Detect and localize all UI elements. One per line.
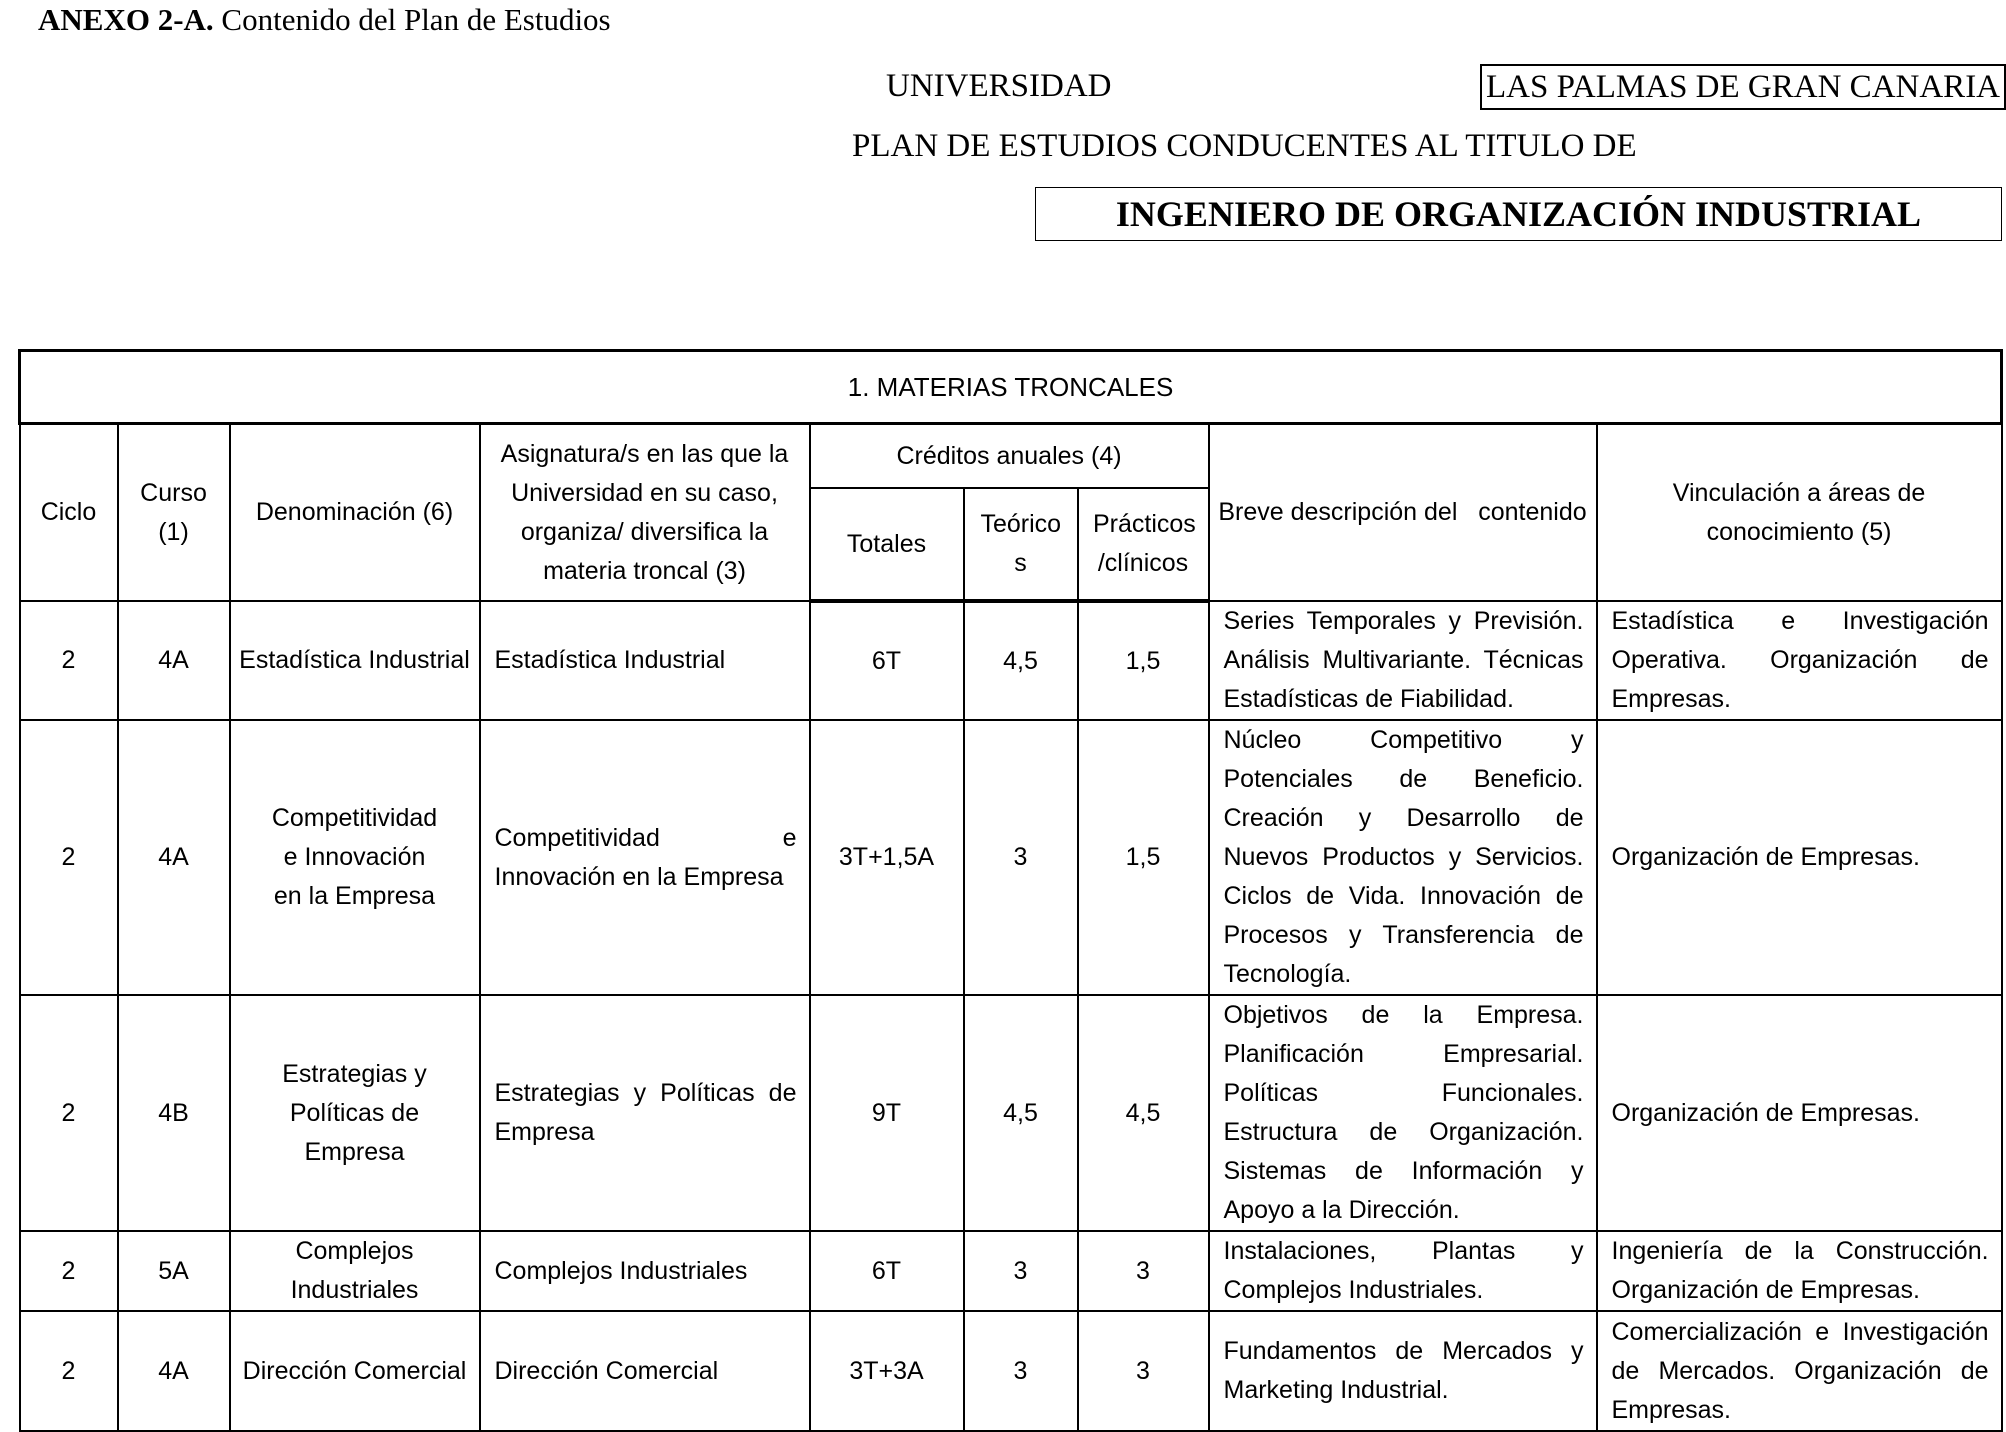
cell-asignatura: Complejos Industriales bbox=[480, 1231, 810, 1311]
cell-teoricos: 3 bbox=[964, 720, 1078, 995]
cell-vinculacion: Organización de Empresas. bbox=[1597, 995, 2002, 1231]
cell-totales: 3T+1,5A bbox=[810, 720, 964, 995]
cell-ciclo: 2 bbox=[20, 1311, 118, 1431]
col-header-vinculacion-text: Vinculación a áreas de conocimiento (5) bbox=[1672, 478, 1926, 546]
cell-totales: 6T bbox=[810, 1231, 964, 1311]
table-title: 1. MATERIAS TRONCALES bbox=[20, 351, 2002, 424]
cell-teoricos: 4,5 bbox=[964, 601, 1078, 720]
col-header-descripcion: Breve descripción del contenido bbox=[1209, 424, 1597, 602]
cell-practicos: 1,5 bbox=[1078, 601, 1209, 720]
col-header-practicos-text: Prácticos /clínicos bbox=[1093, 510, 1196, 577]
cell-denominacion: Dirección Comercial bbox=[230, 1311, 480, 1431]
col-header-totales: Totales bbox=[810, 488, 964, 601]
cell-asignatura: Competitividad e Innovación en la Empresa bbox=[480, 720, 810, 995]
cell-denominacion: Complejos Industriales bbox=[230, 1231, 480, 1311]
university-label: UNIVERSIDAD bbox=[886, 68, 1112, 104]
cell-vinculacion: Estadística e Investigación Operativa. Organización de Empresas. bbox=[1597, 601, 2002, 720]
cell-ciclo: 2 bbox=[20, 720, 118, 995]
cell-asignatura: Estadística Industrial bbox=[480, 601, 810, 720]
col-header-practicos bbox=[1078, 488, 1209, 601]
table-row bbox=[20, 1231, 2002, 1311]
cell-ciclo: 2 bbox=[20, 1231, 118, 1311]
col-header-asignaturas-text: Asignatura/s en las que la Universidad en su caso, organiza/ diversifica la materia troncal (3) bbox=[500, 439, 789, 585]
cell-totales: 6T bbox=[810, 601, 964, 720]
col-header-creditos: Créditos anuales (4) bbox=[810, 424, 1209, 489]
col-header-asignaturas bbox=[480, 424, 810, 602]
cell-ciclo: 2 bbox=[20, 995, 118, 1231]
cell-vinculacion: Ingeniería de la Construcción. Organización de Empresas. bbox=[1597, 1231, 2002, 1311]
cell-vinculacion: Organización de Empresas. bbox=[1597, 720, 2002, 995]
cell-curso: 4A bbox=[118, 601, 230, 720]
table-row bbox=[20, 720, 2002, 995]
cell-totales: 9T bbox=[810, 995, 964, 1231]
cell-curso: 4B bbox=[118, 995, 230, 1231]
table-row bbox=[20, 601, 2002, 720]
cell-asignatura: Dirección Comercial bbox=[480, 1311, 810, 1431]
cell-teoricos: 4,5 bbox=[964, 995, 1078, 1231]
col-header-teoricos bbox=[964, 488, 1078, 601]
cell-curso: 4A bbox=[118, 1311, 230, 1431]
materias-troncales-table bbox=[18, 349, 2003, 1432]
cell-denominacion: Estadística Industrial bbox=[230, 601, 480, 720]
cell-teoricos: 3 bbox=[964, 1231, 1078, 1311]
university-name: LAS PALMAS DE GRAN CANARIA bbox=[1480, 64, 2006, 110]
table-row bbox=[20, 995, 2002, 1231]
plan-title: PLAN DE ESTUDIOS CONDUCENTES AL TITULO DE bbox=[852, 128, 1637, 164]
cell-denominacion-text: Estrategias y Políticas de Empresa bbox=[282, 1059, 427, 1166]
cell-descripcion: Fundamentos de Mercados y Marketing Industrial. bbox=[1209, 1311, 1597, 1431]
cell-denominacion bbox=[230, 995, 480, 1231]
col-header-curso-text: Curso (1) bbox=[140, 478, 207, 546]
cell-practicos: 3 bbox=[1078, 1311, 1209, 1431]
cell-practicos: 1,5 bbox=[1078, 720, 1209, 995]
col-header-vinculacion bbox=[1597, 424, 2002, 602]
col-header-ciclo: Ciclo bbox=[20, 424, 118, 602]
cell-totales: 3T+3A bbox=[810, 1311, 964, 1431]
cell-denominacion-text: Competitividad e Innovación en la Empresa bbox=[271, 804, 438, 910]
cell-practicos: 4,5 bbox=[1078, 995, 1209, 1231]
col-header-curso bbox=[118, 424, 230, 602]
col-header-denominacion: Denominación (6) bbox=[230, 424, 480, 602]
annex-label: ANEXO 2-A. bbox=[38, 2, 214, 37]
cell-descripcion: Objetivos de la Empresa. Planificación Empresarial. Políticas Funcionales. Estructura de Organización. Sistemas de Información y Apoyo a la Dirección. bbox=[1209, 995, 1597, 1231]
cell-teoricos: 3 bbox=[964, 1311, 1078, 1431]
cell-practicos: 3 bbox=[1078, 1231, 1209, 1311]
cell-descripcion: Series Temporales y Previsión. Análisis Multivariante. Técnicas Estadísticas de Fiabilidad. bbox=[1209, 601, 1597, 720]
cell-denominacion bbox=[230, 720, 480, 995]
cell-descripcion: Instalaciones, Plantas y Complejos Industriales. bbox=[1209, 1231, 1597, 1311]
annex-description: Contenido del Plan de Estudios bbox=[213, 2, 611, 37]
table-row bbox=[20, 1311, 2002, 1431]
cell-ciclo: 2 bbox=[20, 601, 118, 720]
cell-curso: 5A bbox=[118, 1231, 230, 1311]
degree-title: INGENIERO DE ORGANIZACIÓN INDUSTRIAL bbox=[1035, 187, 2002, 241]
col-header-teoricos-text: Teórico s bbox=[980, 510, 1062, 577]
cell-asignatura: Estrategias y Políticas de Empresa bbox=[480, 995, 810, 1231]
annex-heading bbox=[38, 2, 611, 38]
cell-descripcion: Núcleo Competitivo y Potenciales de Beneficio. Creación y Desarrollo de Nuevos Productos y Servicios. Ciclos de Vida. Innovación de Procesos y Transferencia de Tecnología. bbox=[1209, 720, 1597, 995]
cell-vinculacion: Comercialización e Investigación de Mercados. Organización de Empresas. bbox=[1597, 1311, 2002, 1431]
cell-curso: 4A bbox=[118, 720, 230, 995]
